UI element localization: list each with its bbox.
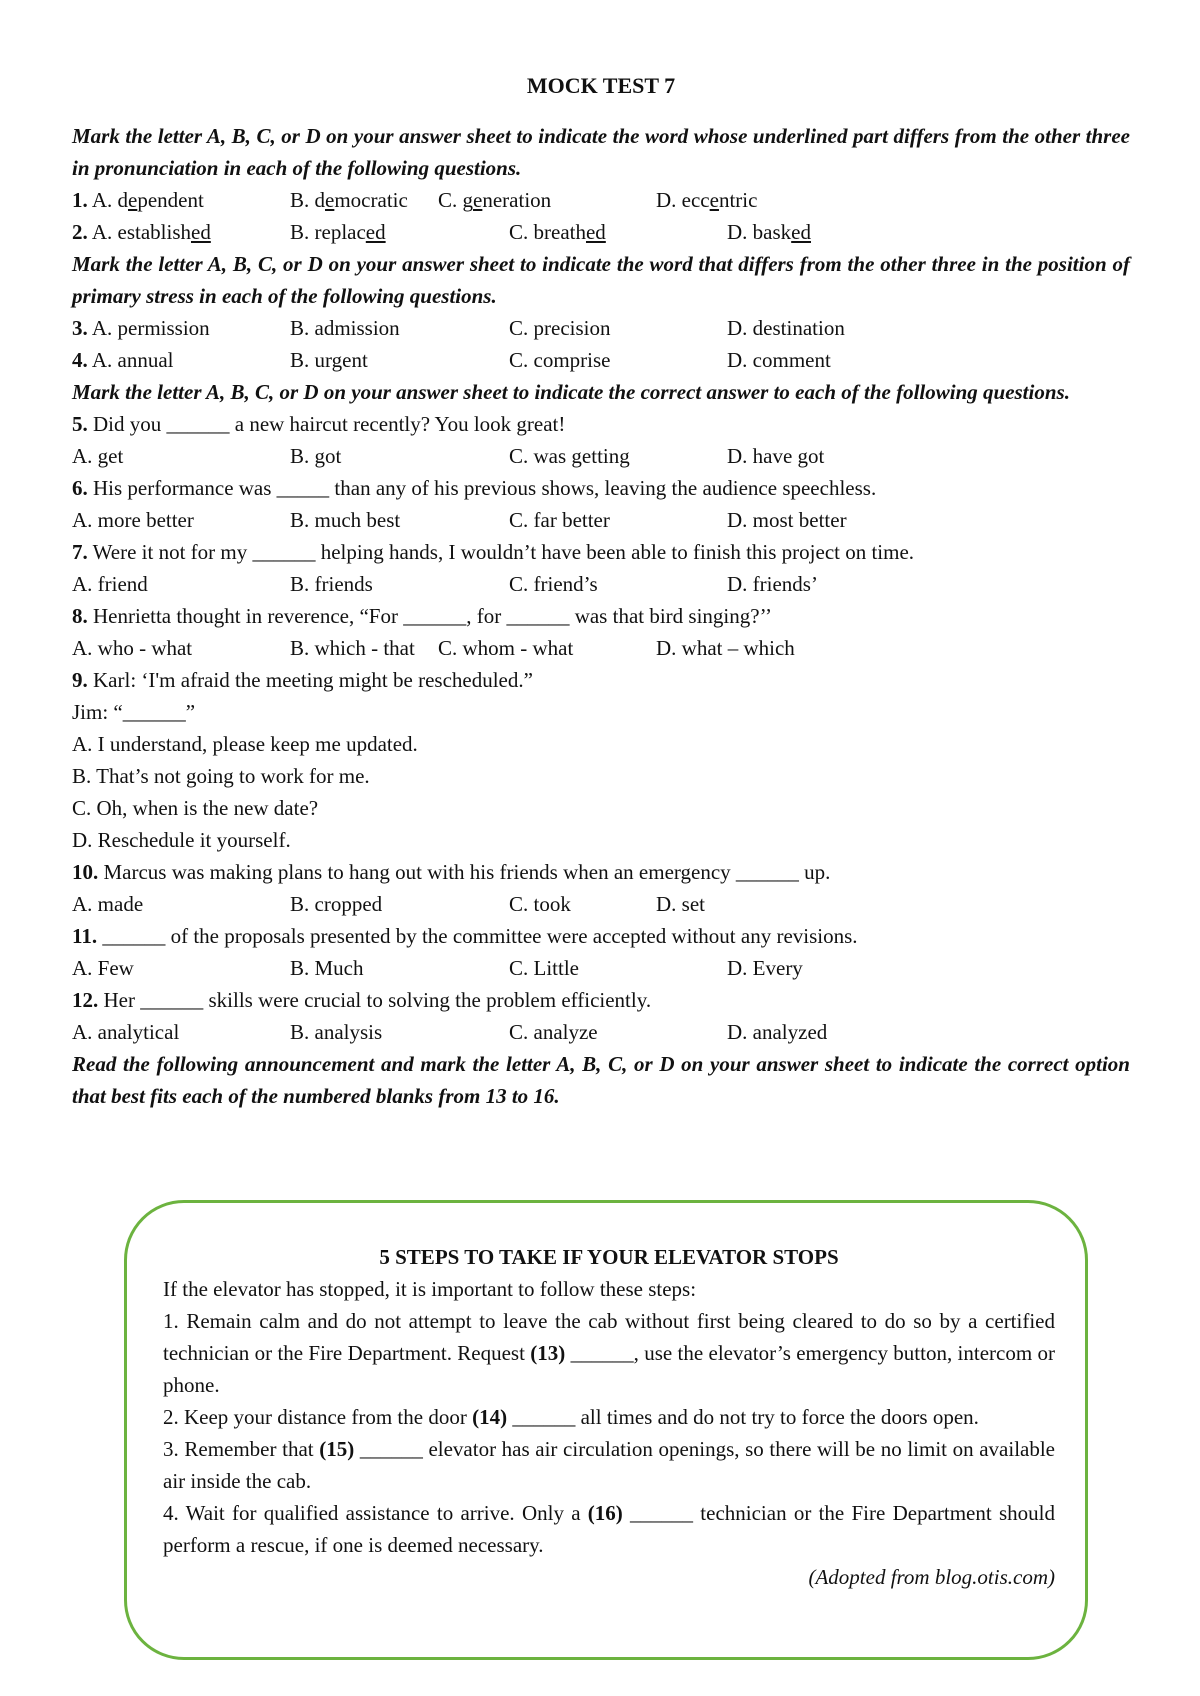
question-4 [72,344,1130,376]
q11-option-d: D. Every [727,956,803,980]
q9-option-c: C. Oh, when is the new date? [72,796,319,820]
question-5-options [72,440,1130,472]
q7-option-a: A. friend [72,572,148,596]
q11-option-c: C. Little [509,956,579,980]
announcement-box [124,1200,1088,1660]
q8-option-c: C. whom - what [438,636,574,660]
q2-option-d: D. basked [727,220,811,244]
question-10-options [72,888,1130,920]
announcement-step-1: 1. Remain calm and do not attempt to leave the cab without first being cleared to do so by a certified technician or the Fire Department. Request (13) ______, use the elevator’s emergency button, intercom or phone. [163,1309,1056,1397]
question-3 [72,312,1130,344]
q1-option-c: C. generation [438,188,552,212]
q2-option-a: 2. A. established [72,220,211,244]
q10-option-d: D. set [656,892,705,916]
q11-option-a: A. Few [72,956,134,980]
q12-option-c: C. analyze [509,1020,598,1044]
q10-stem: 10. Marcus was making plans to hang out with his friends when an emergency ______ up. [72,860,831,884]
q9-stem: 9. Karl: ‘I'm afraid the meeting might be rescheduled.” [72,668,533,692]
q6-option-b: B. much best [290,508,401,532]
question-2 [72,216,1130,248]
q7-option-c: C. friend’s [509,572,598,596]
q11-stem: 11. ______ of the proposals presented by the committee were accepted without any revisions. [72,924,858,948]
q3-option-a: 3. A. permission [72,316,210,340]
q2-option-c: C. breathed [509,220,606,244]
q12-option-b: B. analysis [290,1020,383,1044]
instruction-pronunciation: Mark the letter A, B, C, or D on your answer sheet to indicate the word whose underlined part differs from the other three in pronunciation in each of the following questions. [72,124,1130,180]
q10-option-a: A. made [72,892,144,916]
q9-option-a: A. I understand, please keep me updated. [72,732,418,756]
q12-stem: 12. Her ______ skills were crucial to solving the problem efficiently. [72,988,652,1012]
q8-option-d: D. what – which [656,636,795,660]
q6-option-a: A. more better [72,508,194,532]
instruction-correct-answer: Mark the letter A, B, C, or D on your answer sheet to indicate the correct answer to each of the following questions. [72,380,1070,404]
q6-option-c: C. far better [509,508,610,532]
question-12-options [72,1016,1130,1048]
question-7-options [72,568,1130,600]
q9-option-d: D. Reschedule it yourself. [72,828,291,852]
q10-option-c: C. took [509,892,571,916]
q6-option-d: D. most better [727,508,847,532]
q7-option-d: D. friends’ [727,572,818,596]
q8-stem: 8. Henrietta thought in reverence, “For ______, for ______ was that bird singing?’’ [72,604,773,628]
q1-option-d: D. eccentric [656,188,758,212]
q7-stem: 7. Were it not for my ______ helping hands, I wouldn’t have been able to finish this project on time. [72,540,915,564]
q5-option-c: C. was getting [509,444,630,468]
q4-option-a: 4. A. annual [72,348,174,372]
q4-option-d: D. comment [727,348,831,372]
q6-stem: 6. His performance was _____ than any of his previous shows, leaving the audience speechless. [72,476,877,500]
instruction-reading: Read the following announcement and mark the letter A, B, C, or D on your answer sheet to indicate the correct option that best fits each of the numbered blanks from 13 to 16. [72,1052,1130,1108]
q5-option-d: D. have got [727,444,825,468]
q3-option-b: B. admission [290,316,400,340]
q5-option-a: A. get [72,444,124,468]
announcement-step-4: 4. Wait for qualified assistance to arrive. Only a (16) ______ technician or the Fire Department should perform a rescue, if one is deemed necessary. [163,1501,1055,1557]
announcement-source: (Adopted from blog.otis.com) [808,1565,1055,1589]
announcement-step-2: 2. Keep your distance from the door (14) ______ all times and do not try to force the doors open. [163,1405,979,1429]
q9-reply: Jim: “______” [72,700,196,724]
q1-option-b: B. democratic [290,188,408,212]
q2-option-b: B. replaced [290,220,386,244]
q10-option-b: B. cropped [290,892,383,916]
test-page [72,66,1130,1112]
question-1 [72,184,1130,216]
q3-option-d: D. destination [727,316,845,340]
announcement-step-3: 3. Remember that (15) ______ elevator has air circulation openings, so there will be no limit on available air inside the cab. [163,1437,1056,1493]
question-8-options [72,632,1130,664]
announcement-intro: If the elevator has stopped, it is important to follow these steps: [163,1277,697,1301]
q3-option-c: C. precision [509,316,611,340]
q9-option-b: B. That’s not going to work for me. [72,764,370,788]
q8-option-b: B. which - that [290,636,415,660]
q11-option-b: B. Much [290,956,364,980]
instruction-stress: Mark the letter A, B, C, or D on your answer sheet to indicate the word that differs from the other three in the position of primary stress in each of the following questions. [72,252,1130,308]
question-11-options [72,952,1130,984]
announcement-title: 5 STEPS TO TAKE IF YOUR ELEVATOR STOPS [379,1245,839,1269]
q5-option-b: B. got [290,444,342,468]
q4-option-b: B. urgent [290,348,368,372]
q5-stem: 5. Did you ______ a new haircut recently? You look great! [72,412,566,436]
page-title: MOCK TEST 7 [526,73,676,98]
q8-option-a: A. who - what [72,636,193,660]
q7-option-b: B. friends [290,572,373,596]
q1-option-a: 1. A. dependent [72,188,204,212]
q4-option-c: C. comprise [509,348,611,372]
q12-option-a: A. analytical [72,1020,180,1044]
q12-option-d: D. analyzed [727,1020,828,1044]
question-6-options [72,504,1130,536]
